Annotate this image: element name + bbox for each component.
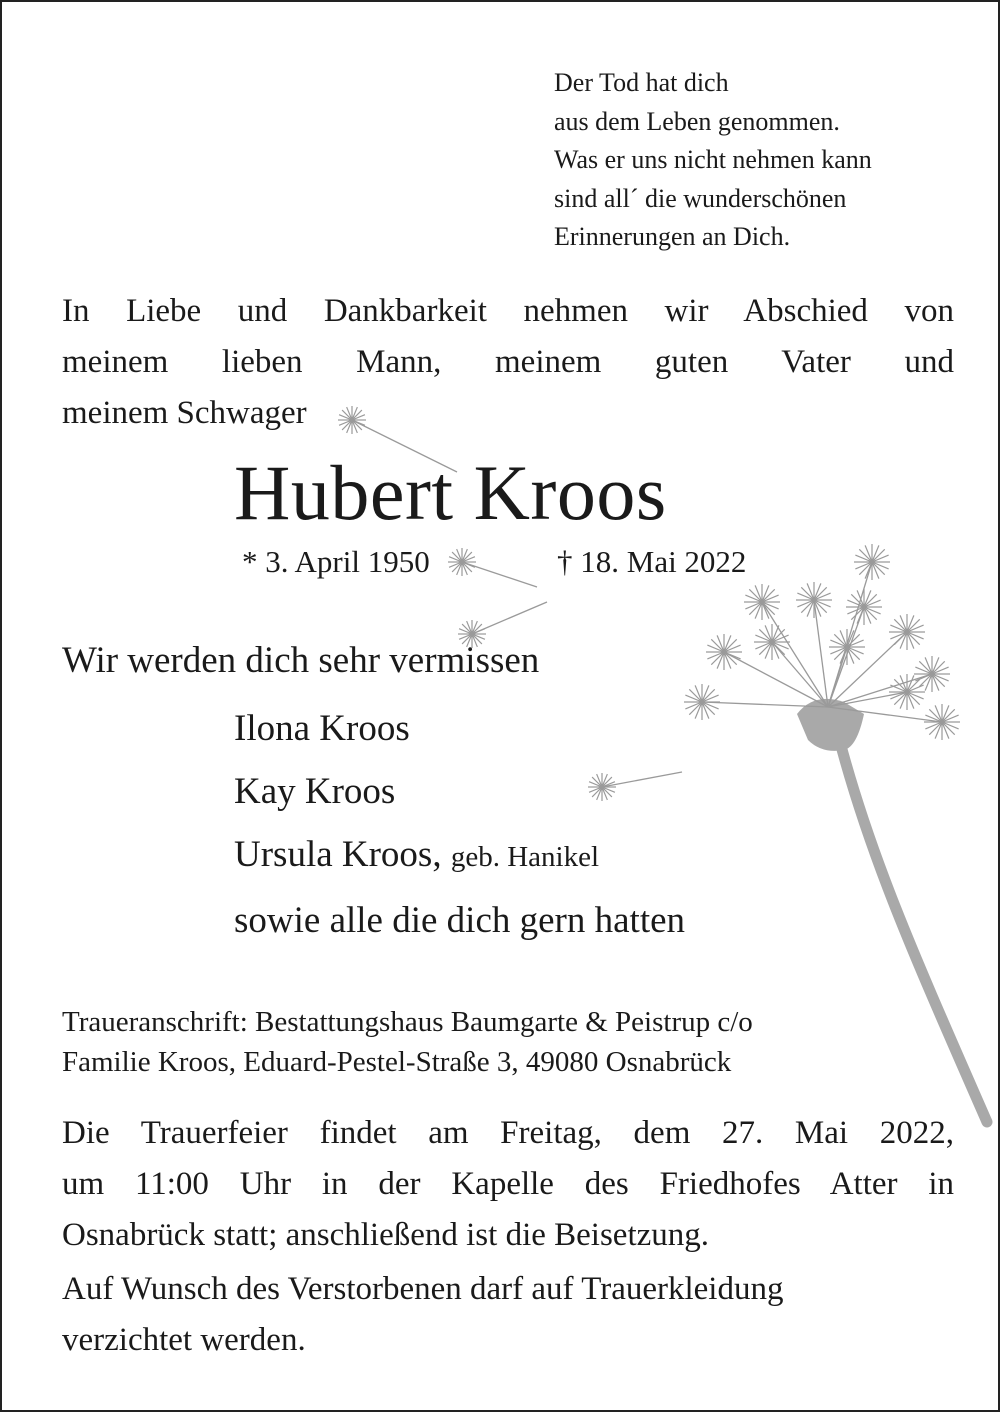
mourner <box>234 760 685 823</box>
poem-line: Erinnerungen an Dich. <box>554 222 791 251</box>
ceremony-info <box>62 1108 954 1261</box>
mourners-list <box>234 697 685 952</box>
address-line: Familie Kroos, Eduard-Pestel-Straße 3, 49080 Osnabrück <box>62 1046 732 1078</box>
address-line: Traueranschrift: Bestattungshaus Baumgarte & Peistrup c/o <box>62 1006 753 1038</box>
mourner-name: Ursula Kroos, <box>234 834 442 875</box>
mourners-heading: Wir werden dich sehr vermissen <box>62 640 540 681</box>
mourning-address <box>62 1002 753 1082</box>
poem-line: Der Tod hat dich <box>554 68 729 97</box>
intro-line: meinem Schwager <box>62 395 307 431</box>
closing-note <box>62 1264 954 1366</box>
poem-line: sind all´ die wunderschönen <box>554 183 847 213</box>
ceremony-line: um 11:00 Uhr in der Kapelle des Friedhofes Atter in <box>62 1166 954 1202</box>
death-date: † 18. Mai 2022 <box>557 544 747 579</box>
poem-line: Was er uns nicht nehmen kann <box>554 145 872 174</box>
mourner <box>234 697 685 760</box>
intro-line: meinem lieben Mann, meinem guten Vater und <box>62 344 954 380</box>
mourner-maiden-name: geb. Hanikel <box>450 841 600 873</box>
poem <box>554 64 872 257</box>
mourner <box>234 889 685 952</box>
deceased-name: Hubert Kroos <box>234 449 667 536</box>
closing-line: Auf Wunsch des Verstorbenen darf auf Trauerkleidung <box>62 1271 784 1307</box>
intro-text <box>62 286 954 439</box>
dandelion-stem-icon <box>797 699 987 1122</box>
poem-line: aus dem Leben genommen. <box>554 106 840 136</box>
mourner-name: sowie alle die dich gern hatten <box>234 900 686 941</box>
mourner-name: Kay Kroos <box>234 771 396 812</box>
ceremony-line: Die Trauerfeier findet am Freitag, dem 27. Mai 2022, <box>62 1115 954 1151</box>
mourner <box>234 823 685 889</box>
birth-date: * 3. April 1950 <box>242 544 430 579</box>
closing-line: verzichtet werden. <box>62 1322 306 1358</box>
intro-line: In Liebe und Dankbarkeit nehmen wir Abschied von <box>62 293 954 329</box>
mourner-name: Ilona Kroos <box>234 708 410 749</box>
ceremony-line: Osnabrück statt; anschließend ist die Beisetzung. <box>62 1217 710 1253</box>
